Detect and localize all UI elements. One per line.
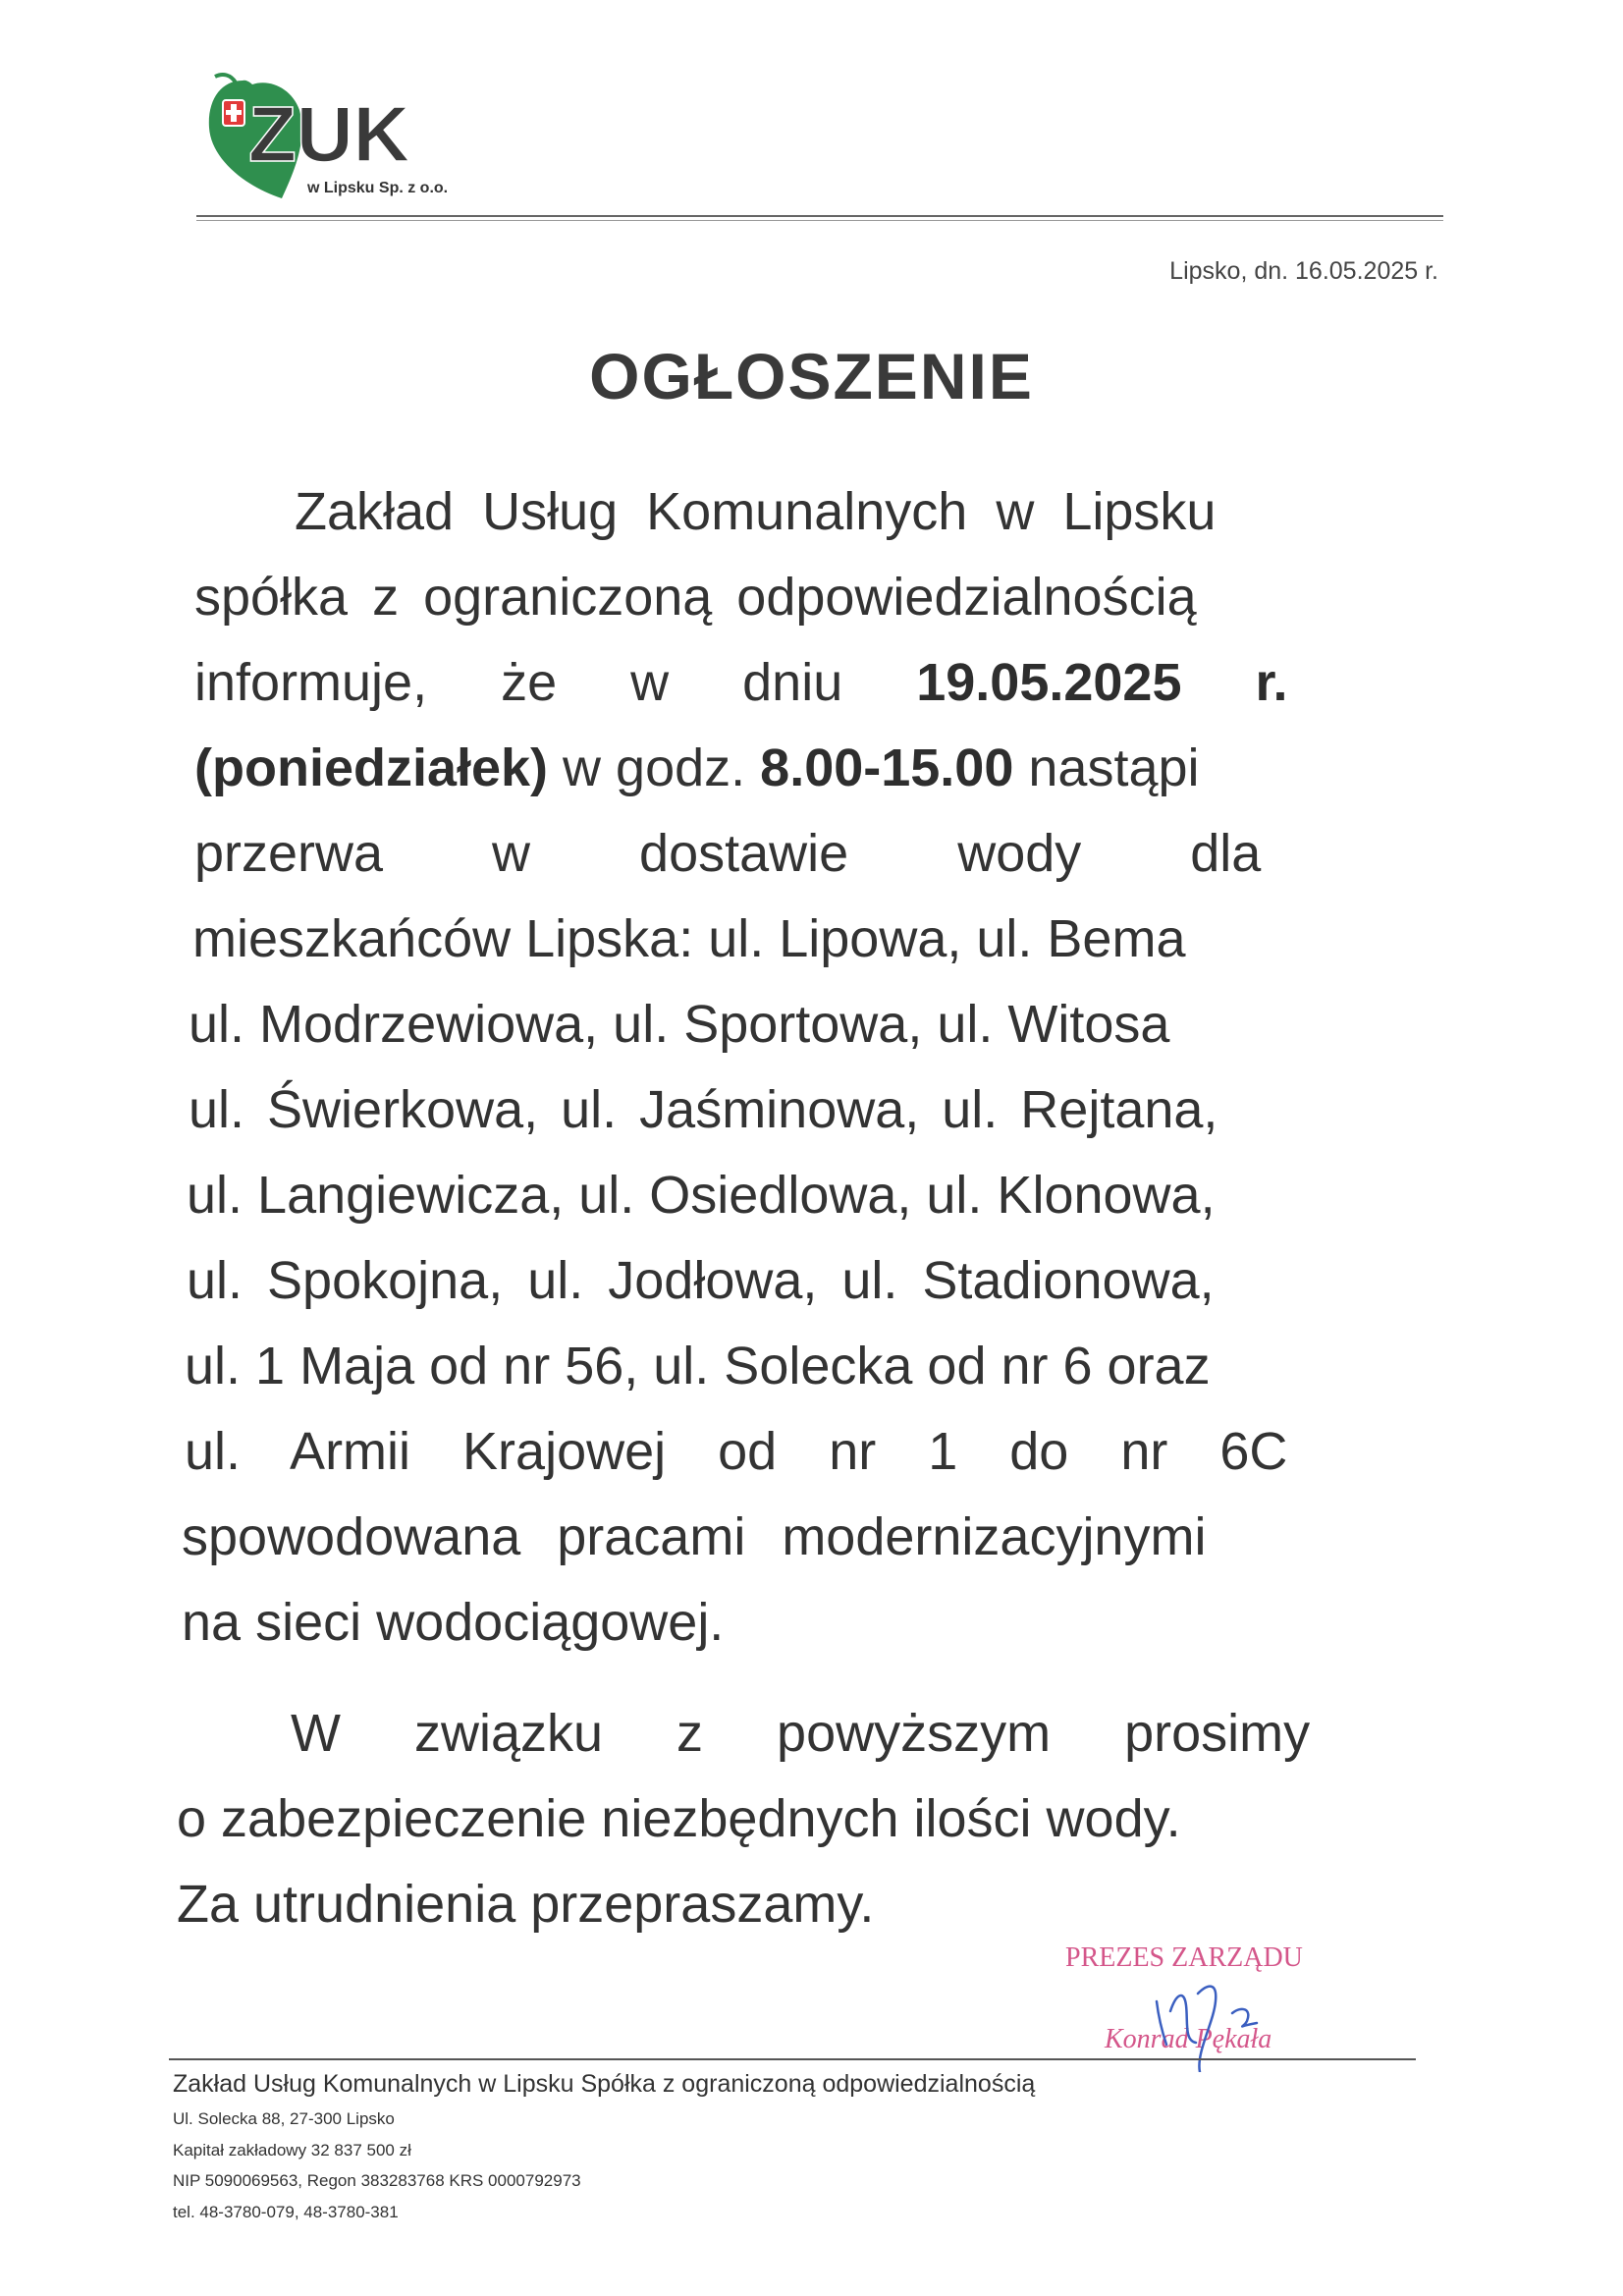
body-line-14: [182, 1593, 1163, 1652]
footer-company-name: Zakład Usług Komunalnych w Lipsku Spółka z ograniczoną odpowiedzialnością: [173, 2070, 1036, 2098]
document-date: Lipsko, dn. 16.05.2025 r.: [1169, 257, 1438, 285]
body-text: ul. Armii Krajowej od nr 1 do nr 6C: [185, 1422, 1288, 1481]
body-text: ul. Langiewicza, ul. Osiedlowa, ul. Klonowa,: [187, 1166, 1216, 1225]
body-line-8: [189, 1080, 1430, 1139]
header-divider-thin: [196, 220, 1443, 221]
closing-line-1: [291, 1704, 1420, 1763]
body-line-6: [192, 909, 1430, 968]
logo-subtitle: w Lipsku Sp. z o.o.: [307, 180, 449, 196]
body-line-3: [194, 653, 1430, 712]
body-text: ul. Świerkowa, ul. Jaśminowa, ul. Rejtana,: [189, 1080, 1218, 1139]
body-text: na sieci wodociągowej.: [182, 1593, 725, 1652]
body-text: spółka z ograniczoną odpowiedzialnością: [194, 568, 1197, 627]
body-text: w godz.: [548, 738, 761, 797]
closing-text: Za utrudnienia przepraszamy.: [177, 1875, 875, 1934]
body-line-1: [295, 482, 1429, 541]
body-text: ul. Spokojna, ul. Jodłowa, ul. Stadionowa,: [187, 1251, 1215, 1310]
body-line-2: [194, 568, 1430, 627]
stamp-name: Konrad Pękała: [1105, 2024, 1272, 2054]
body-text: przerwa w dostawie wody dla: [194, 824, 1262, 883]
body-text: mieszkańców Lipska: ul. Lipowa, ul. Bema: [192, 909, 1186, 968]
body-line-11: [185, 1337, 1430, 1395]
footer-capital: Kapitał zakładowy 32 837 500 zł: [173, 2141, 411, 2159]
footer-divider: [169, 2058, 1416, 2060]
body-text: nastąpi: [1013, 738, 1200, 797]
footer-address: Ul. Solecka 88, 27-300 Lipsko: [173, 2109, 395, 2128]
body-text: ul. Modrzewiowa, ul. Sportowa, ul. Witosa: [189, 995, 1170, 1054]
company-logo: [201, 71, 496, 208]
closing-line-3: [177, 1875, 1159, 1934]
outage-hours: 8.00-15.00: [760, 738, 1014, 797]
body-line-7: [189, 995, 1430, 1054]
closing-text: W związku z powyższym prosimy: [291, 1704, 1311, 1763]
body-line-10: [187, 1251, 1430, 1310]
body-line-4: [194, 738, 1430, 797]
body-text: ul. 1 Maja od nr 56, ul. Solecka od nr 6 oraz: [185, 1337, 1211, 1395]
body-text: Zakład Usług Komunalnych w Lipsku: [295, 482, 1217, 541]
closing-text: o zabezpieczenie niezbędnych ilości wody.: [177, 1789, 1181, 1848]
body-line-13: [182, 1507, 1430, 1566]
footer-registry: NIP 5090069563, Regon 383283768 KRS 0000792973: [173, 2171, 581, 2190]
body-text: informuje, że w dniu: [194, 653, 917, 712]
body-line-9: [187, 1166, 1430, 1225]
signature-stamp: [1060, 1925, 1375, 2072]
body-line-5: [194, 824, 1430, 883]
document-title: OGŁOSZENIE: [589, 340, 1034, 412]
body-line-12: [185, 1422, 1430, 1481]
body-text: spowodowana pracami modernizacyjnymi: [182, 1507, 1207, 1566]
logo-brand: ZUK: [248, 90, 410, 178]
footer-phone: tel. 48-3780-079, 48-3780-381: [173, 2203, 399, 2221]
stamp-title: PREZES ZARZĄDU: [1065, 1942, 1303, 1973]
header-divider: [196, 215, 1443, 217]
outage-date: 19.05.2025 r.: [916, 653, 1288, 712]
closing-line-2: [177, 1789, 1420, 1848]
outage-weekday: (poniedziałek): [194, 738, 549, 797]
